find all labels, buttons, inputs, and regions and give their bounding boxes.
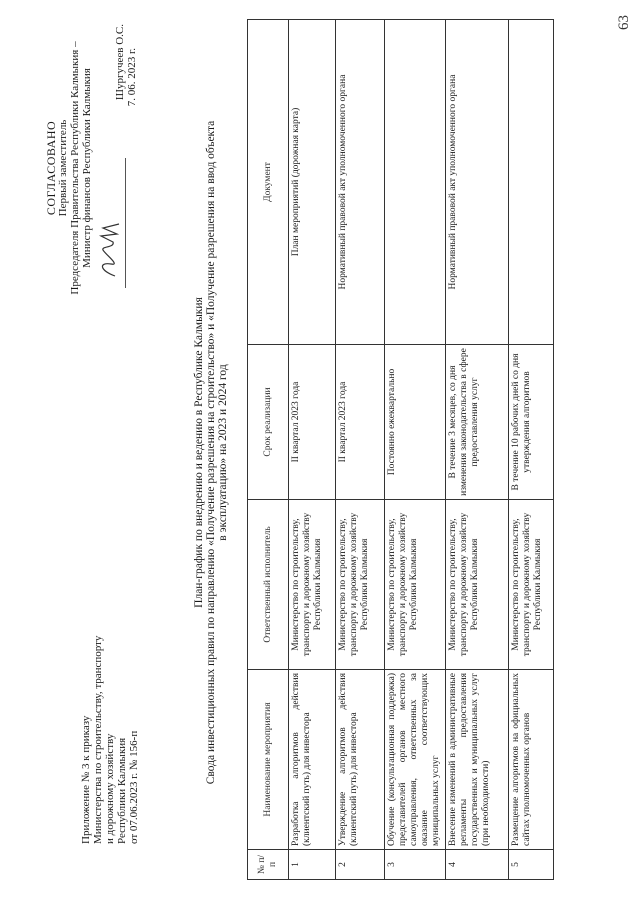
order-ref-line-2: Министерства по строительству, транспорту	[92, 635, 104, 844]
cell-num: 3	[385, 850, 446, 880]
plan-title-line-2: Свода инвестиционных правил по направлению «Получение разрешения на строительство» и «Получение разрешения на ввод объекта	[205, 120, 217, 785]
cell-name: Внесение изменений в административные регламенты предоставления государственных и муниципальных услуг (при необходимости)	[446, 670, 509, 850]
cell-term: В течение 10 рабочих дней со дня утверждения алгоритмов	[509, 345, 554, 500]
plan-title-line-3: в эксплуатацию» на 2023 и 2024 год	[217, 364, 229, 541]
order-ref-line-1: Приложение № 3 к приказу	[80, 715, 92, 844]
cell-name: Размещение алгоритмов на официальных сайтах уполномоченных органов	[509, 670, 554, 850]
cell-num: 4	[446, 850, 509, 880]
table-row	[509, 20, 554, 880]
cell-executor: Министерство по строительству, транспорту и дорожному хозяйству Республики Калмыкия	[446, 500, 509, 670]
header-term: Срок реализации	[248, 345, 289, 500]
table-row	[446, 20, 509, 880]
cell-doc: Нормативный правовой акт уполномоченного органа	[336, 20, 385, 345]
cell-executor: Министерство по строительству, транспорту и дорожному хозяйству Республики Калмыкия	[336, 500, 385, 670]
header-doc: Документ	[248, 20, 289, 345]
plan-title-line-1: План-график по внедрению и ведению в Республике Калмыкия	[193, 297, 205, 608]
cell-term: II квартал 2023 года	[289, 345, 336, 500]
cell-term: Постоянно ежеквартально	[385, 345, 446, 500]
cell-name: Разработка алгоритмов действия (клиентский путь) для инвестора	[289, 670, 336, 850]
table-row	[385, 20, 446, 880]
cell-doc: План мероприятий (дорожная карта)	[289, 20, 336, 345]
signature-line	[105, 158, 126, 288]
order-ref-line-5: от 07.06.2023 г. № 156-п	[128, 730, 140, 844]
cell-num: 2	[336, 850, 385, 880]
approval-date: 7. 06. 2023 г.	[126, 48, 138, 107]
header-executor: Ответственный исполнитель	[248, 500, 289, 670]
approval-heading: СОГЛАСОВАНО	[44, 120, 58, 216]
approval-line-3: Министр финансов Республики Калмыкия	[81, 68, 93, 268]
approval-line-1: Первый заместитель	[57, 119, 69, 217]
cell-executor: Министерство по строительству, транспорту и дорожному хозяйству Республики Калмыкия	[289, 500, 336, 670]
header-name: Наименование мероприятия	[248, 670, 289, 850]
header-num: № п/п	[248, 850, 289, 880]
page-number: 63	[616, 15, 632, 30]
cell-doc	[385, 20, 446, 345]
order-ref-line-4: Республики Калмыкия	[116, 737, 128, 844]
cell-name: Обучение (консультационная поддержка) представителей органов местного самоуправления, ответственных за оказание соответствующих муниципальных услуг	[385, 670, 446, 850]
order-ref-line-3: и дорожному хозяйству	[104, 733, 116, 844]
approval-block	[45, 18, 138, 318]
cell-num: 5	[509, 850, 554, 880]
cell-term: В течение 3 месяцев, со дня изменения законодательства в сфере предоставления услуг	[446, 345, 509, 500]
table-header-row	[248, 20, 289, 880]
order-reference	[80, 604, 140, 844]
handwritten-signature	[95, 200, 123, 280]
cell-executor: Министерство по строительству, транспорту и дорожному хозяйству Республики Калмыкия	[385, 500, 446, 670]
approval-line-2: Председателя Правительства Республики Калмыкия –	[69, 41, 81, 295]
cell-executor: Министерство по строительству, транспорту и дорожному хозяйству Республики Калмыкия	[509, 500, 554, 670]
cell-doc: Нормативный правовой акт уполномоченного органа	[446, 20, 509, 345]
cell-num: 1	[289, 850, 336, 880]
plan-title	[193, 30, 229, 875]
cell-term: II квартал 2023 года	[336, 345, 385, 500]
table-row	[336, 20, 385, 880]
signature-row	[105, 18, 126, 318]
approval-signer: Шургучеев О.С.	[114, 24, 126, 101]
cell-doc	[509, 20, 554, 345]
table-row	[289, 20, 336, 880]
plan-table	[247, 19, 554, 880]
cell-name: Утверждение алгоритмов действия (клиентский путь) для инвестора	[336, 670, 385, 850]
